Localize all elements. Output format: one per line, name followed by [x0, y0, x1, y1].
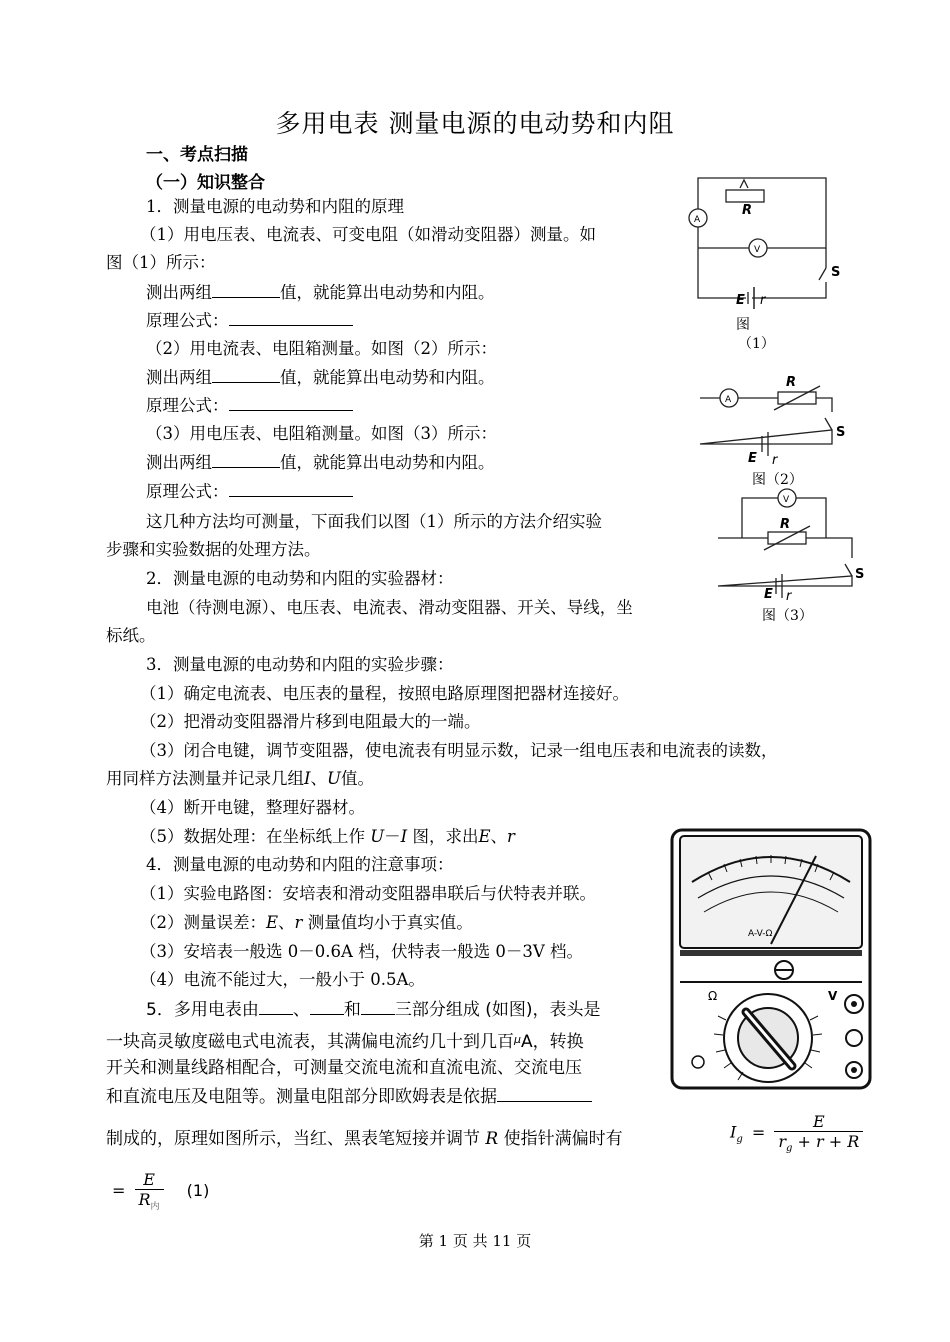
note-2: （2）测量误差：E、r 测量值均小于真实值。 — [140, 913, 473, 932]
para-method3: （3）用电压表、电阻箱测量。如图（3）所示： — [146, 424, 497, 443]
resistance-label: r — [786, 589, 792, 604]
multimeter-line-a: 5．多用电表由 、 和 三部分组成 (如图)，表头是 — [146, 996, 601, 1025]
blank — [497, 1083, 592, 1102]
measure-line-2: 测出两组 值，就能算出电动势和内阻。 — [146, 364, 495, 392]
switch-label: S — [831, 265, 840, 280]
step-2: （2）把滑动变阻器滑片移到电阻最大的一端。 — [140, 712, 481, 731]
figure-1-caption-b: （1） — [738, 336, 775, 352]
figure-1-caption-a: 图 — [736, 317, 750, 333]
blank — [212, 364, 280, 383]
blank — [229, 392, 353, 411]
blank — [212, 449, 280, 468]
para-method2: （2）用电流表、电阻箱测量。如图（2）所示： — [146, 339, 497, 358]
note-3: （3）安培表一般选 0－0.6A 档，伏特表一般选 0－3V 档。 — [140, 942, 584, 961]
para-method1-b: 图（1）所示： — [106, 253, 216, 272]
emf-label: E — [748, 451, 757, 466]
step-4: （4）断开电键，整理好器材。 — [140, 798, 365, 817]
ohm-label: Ω — [708, 989, 718, 1003]
para-note-a: 这几种方法均可测量，下面我们以图（1）所示的方法介绍实验 — [146, 512, 602, 531]
blank — [229, 307, 353, 326]
formula-line-1: 原理公式： — [146, 307, 353, 335]
section-heading: 一、考点扫描 — [146, 145, 248, 165]
volt-label: V — [828, 989, 838, 1003]
figure-3-caption: 图（3） — [762, 608, 813, 624]
para-steps: 3．测量电源的电动势和内阻的实验步骤： — [146, 655, 454, 674]
figure-3-circuit — [706, 486, 876, 626]
subsection-heading: （一）知识整合 — [146, 173, 265, 193]
rbox-label: R — [780, 517, 791, 532]
step-3a: （3）闭合电键，调节变阻器，使电流表有明显示数，记录一组电压表和电流表的读数， — [140, 741, 778, 760]
multimeter-line-d: 和直流电压及电阻等。测量电阻部分即欧姆表是依据 — [106, 1083, 592, 1112]
multimeter-line-b: 一块高灵敏度磁电式电流表，其满偏电流约几十到几百$^\mu$A，转换 — [106, 1032, 584, 1052]
blank — [212, 279, 280, 298]
formula-line-3: 原理公式： — [146, 478, 353, 506]
note-4: （4）电流不能过大，一般小于 0.5A。 — [140, 970, 425, 989]
multimeter-image — [668, 826, 876, 1094]
emf-label: E — [736, 293, 745, 308]
equation-rnei: = $\frac{E}{R_内}$ (1) — [112, 1170, 210, 1213]
formula-line-2: 原理公式： — [146, 392, 353, 420]
switch-label: S — [836, 425, 846, 440]
ammeter-label: A — [725, 395, 732, 405]
para-note-b: 步骤和实验数据的处理方法。 — [106, 540, 321, 559]
voltmeter-label: V — [754, 245, 761, 255]
para-principle: 1．测量电源的电动势和内阻的原理 — [146, 197, 404, 216]
resistance-label: r — [760, 293, 766, 308]
measure-line-1: 测出两组 值，就能算出电动势和内阻。 — [146, 279, 495, 307]
blank — [229, 478, 353, 497]
para-notes: 4．测量电源的电动势和内阻的注意事项： — [146, 855, 454, 874]
multimeter-line-c: 开关和测量线路相配合，可测量交流电流和直流电流、交流电压 — [106, 1058, 582, 1078]
step-5: （5）数据处理：在坐标纸上作 U－I 图，求出E、r — [140, 827, 515, 846]
voltmeter-label: V — [783, 495, 790, 505]
page-footer: 第 1 页 共 11 页 — [418, 1232, 532, 1250]
blank — [259, 996, 293, 1015]
step-1: （1）确定电流表、电压表的量程，按照电路原理图把器材连接好。 — [140, 684, 629, 703]
page-title: 多用电表 测量电源的电动势和内阻 — [275, 109, 675, 138]
para-method1-a: （1）用电压表、电流表、可变电阻（如滑动变阻器）测量。如 — [140, 225, 596, 244]
rheostat-label: R — [742, 203, 753, 218]
para-equipment: 2．测量电源的电动势和内阻的实验器材： — [146, 569, 454, 588]
figure-1-circuit — [680, 172, 840, 352]
note-1: （1）实验电路图：安培表和滑动变阻器串联后与伏特表并联。 — [140, 884, 596, 903]
blank — [361, 996, 395, 1015]
ammeter-label: A — [694, 215, 701, 225]
step-3b: 用同样方法测量并记录几组I、U值。 — [106, 769, 374, 788]
emf-label: E — [764, 587, 773, 602]
para-equipment-a: 电池（待测电源）、电压表、电流表、滑动变阻器、开关、导线，坐 — [146, 598, 633, 617]
multimeter-line-e: 制成的，原理如图所示，当红、黑表笔短接并调节 R 使指针满偏时有 — [106, 1129, 623, 1149]
resistance-label: r — [772, 453, 778, 468]
para-equipment-b: 标纸。 — [106, 626, 156, 645]
figure-2-circuit — [690, 372, 860, 490]
figure-2-caption: 图（2） — [752, 472, 803, 488]
rbox-label: R — [786, 375, 797, 390]
switch-label: S — [855, 567, 865, 582]
meter-scale-label: A-V-Ω — [748, 929, 773, 939]
measure-line-3: 测出两组 值，就能算出电动势和内阻。 — [146, 449, 495, 477]
equation-ig: $I_g$ = $\frac{E}{r_g + r + R}$ — [730, 1112, 863, 1154]
blank — [310, 996, 344, 1015]
